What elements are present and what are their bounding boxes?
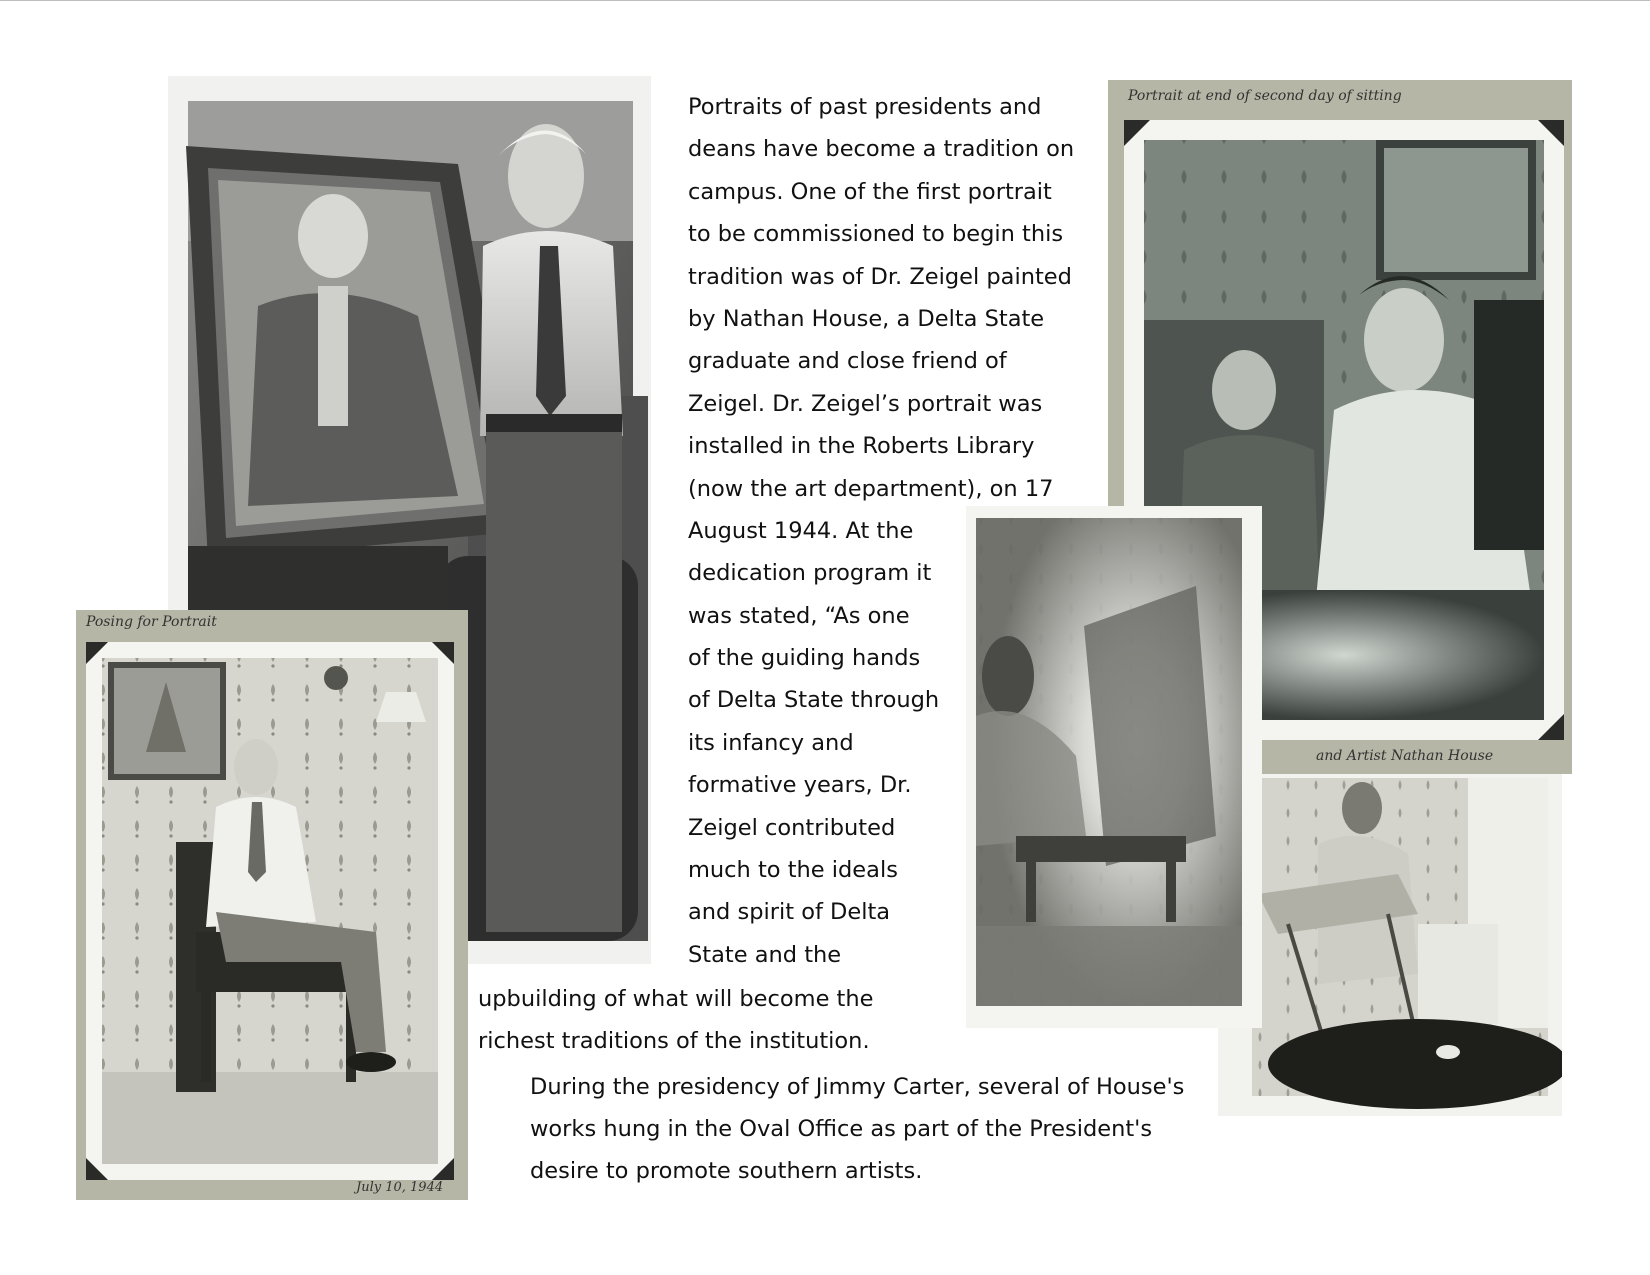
- text-line: tradition was of Dr. Zeigel painted: [688, 263, 1072, 290]
- text-line: dedication program it: [688, 560, 932, 587]
- text-line: August 1944. At the: [688, 517, 914, 544]
- text-line: was stated, “As one: [688, 602, 910, 629]
- text-line: Portraits of past presidents and: [688, 94, 1042, 120]
- text-line: State and the: [688, 941, 842, 968]
- text-line: (now the art department), on 17: [688, 475, 1054, 502]
- text-line: to be commissioned to begin this: [688, 221, 1064, 248]
- text-line: Zeigel. Dr. Zeigel’s portrait was: [688, 390, 1043, 417]
- text-line: its infancy and: [688, 729, 854, 756]
- top-border-line: [0, 0, 1650, 1]
- text-line: of Delta State through: [688, 687, 940, 714]
- text-line: During the presidency of Jimmy Carter, several of House's: [530, 1074, 1185, 1100]
- text-line: Zeigel contributed: [688, 814, 896, 841]
- photo-posing-for-portrait: [76, 610, 468, 1200]
- text-line: deans have become a tradition on: [688, 136, 1075, 163]
- carter-paragraph: [530, 1066, 1184, 1192]
- text-line: of the guiding hands: [688, 645, 921, 672]
- text-line: upbuilding of what will become the: [478, 986, 874, 1012]
- text-line: installed in the Roberts Library: [688, 433, 1035, 460]
- text-line: graduate and close friend of: [688, 348, 1007, 375]
- text-line: richest traditions of the institution.: [478, 1028, 870, 1055]
- text-line: works hung in the Oval Office as part of the President's: [530, 1116, 1153, 1142]
- text-line: by Nathan House, a Delta State: [688, 305, 1045, 332]
- caption-posing: Posing for Portrait: [86, 614, 217, 630]
- caption-second-day: Portrait at end of second day of sitting: [1128, 88, 1402, 104]
- photo-artist-sketching: [1218, 774, 1562, 1116]
- text-line: formative years, Dr.: [688, 772, 912, 799]
- text-line: and spirit of Delta: [688, 899, 891, 926]
- photo-painting-session: [966, 506, 1262, 1028]
- text-line: campus. One of the first portrait: [688, 178, 1052, 205]
- caption-date: July 10, 1944: [356, 1180, 444, 1195]
- caption-artist: and Artist Nathan House: [1316, 748, 1494, 764]
- text-line: desire to promote southern artists.: [530, 1158, 923, 1184]
- text-line: much to the ideals: [688, 857, 898, 884]
- continuation-text: [478, 978, 874, 1063]
